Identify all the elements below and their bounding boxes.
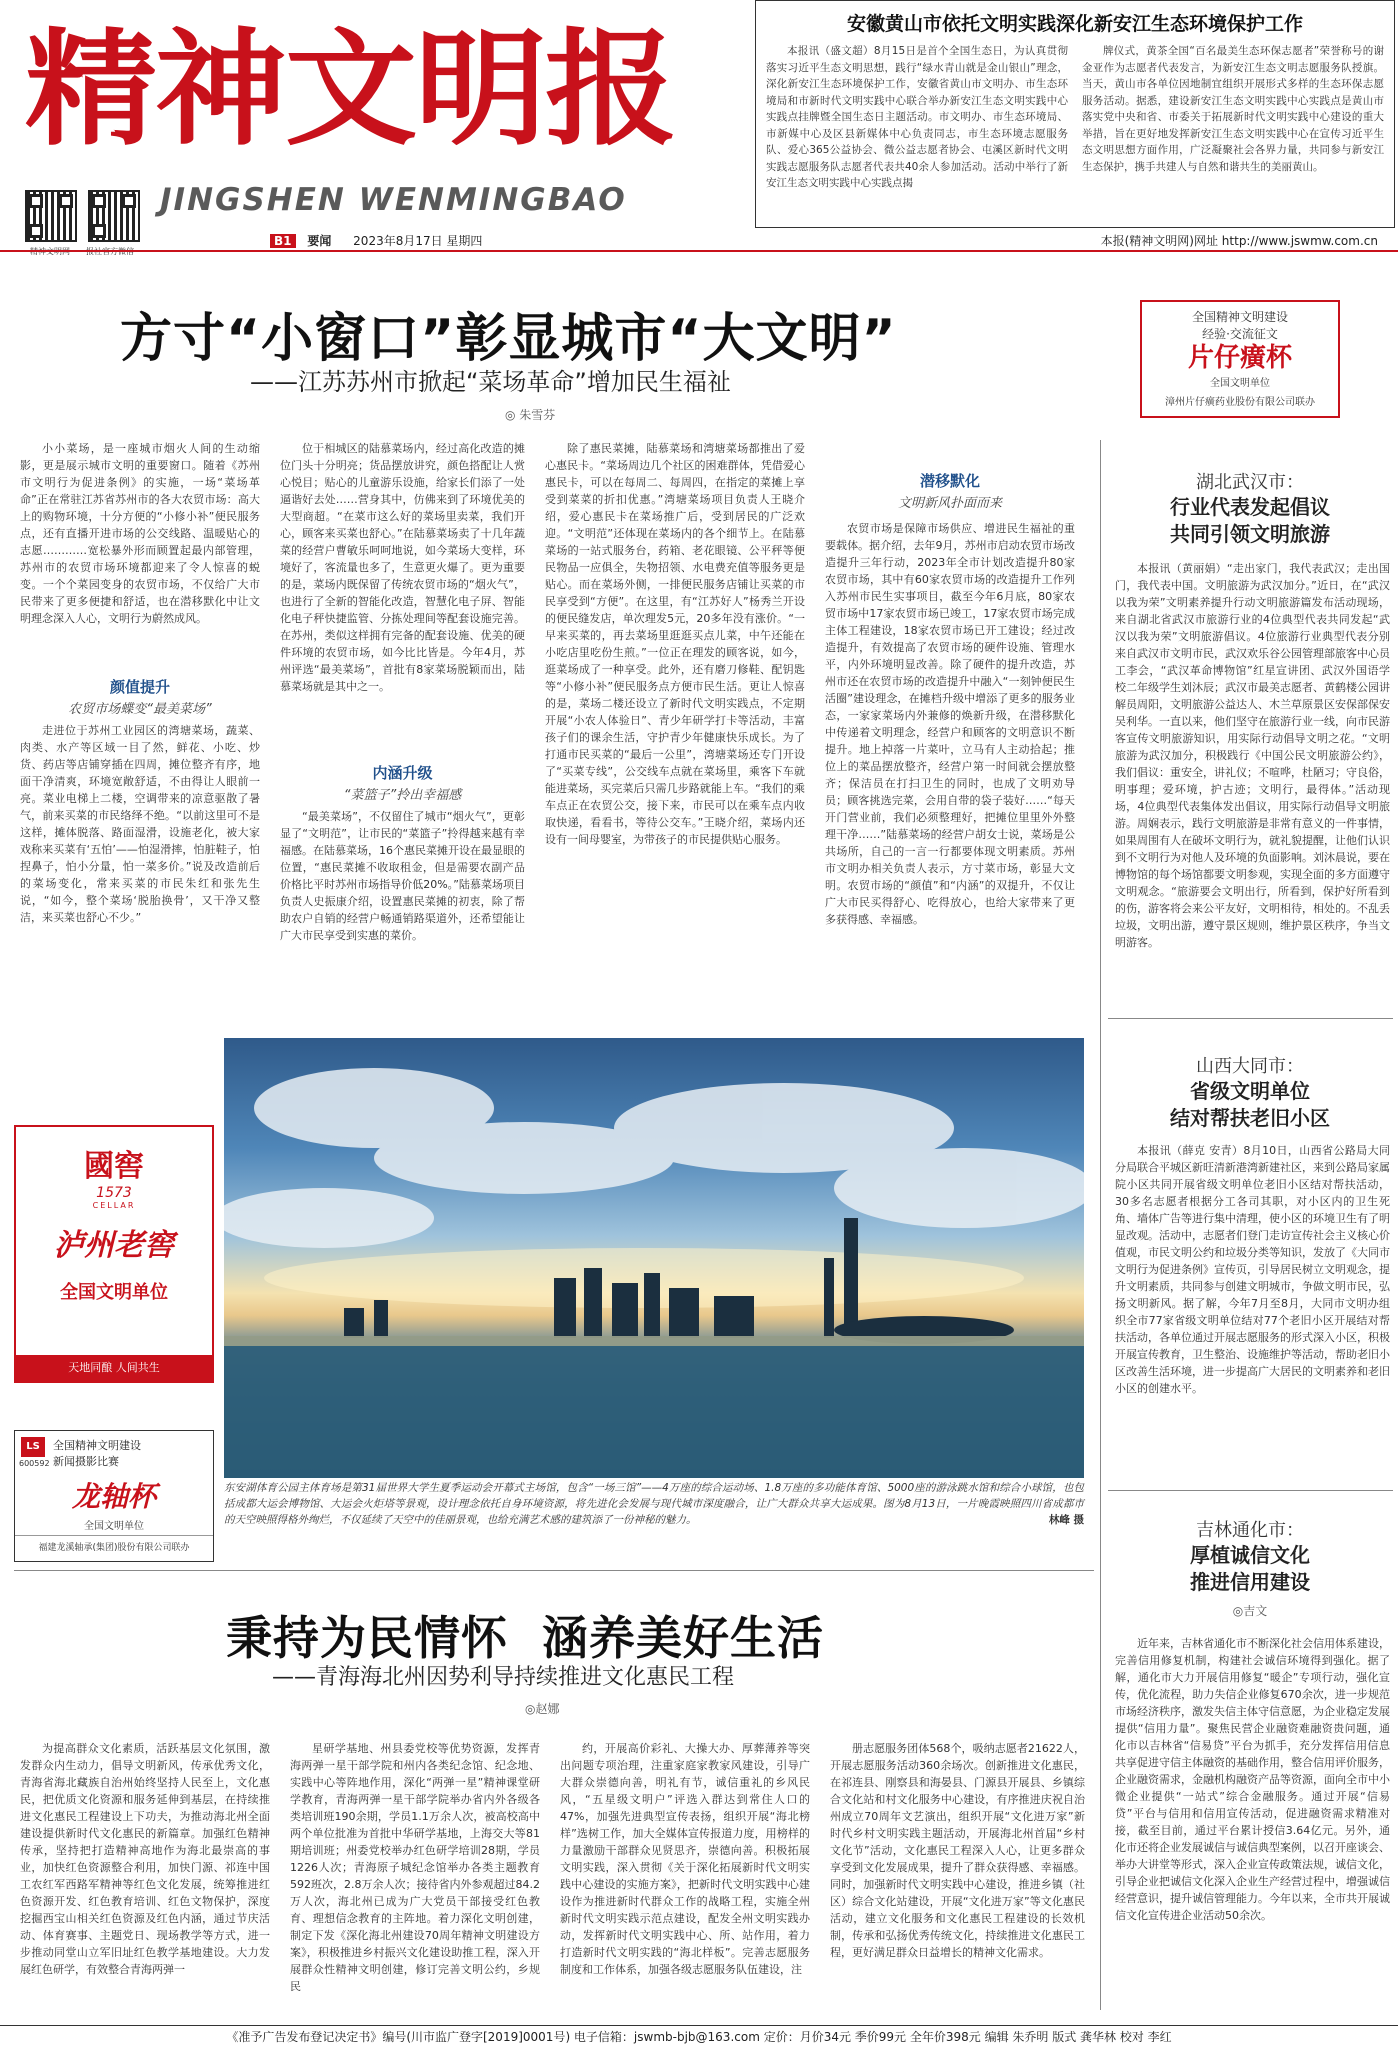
second-headline: 秉持为民情怀 涵养美好生活 xyxy=(226,1611,825,1665)
section-subheading: “菜篮子”拎出幸福感 xyxy=(343,788,462,803)
top-news-col1: 本报讯（盛文超）8月15日是首个全国生态日，为认真贯彻落实习近平生态文明思想，践行“绿水青山就是金山银山”理念，深化新安江生态环境保护工作，安徽省黄山市文明办、市生态环境局和市新时代文明实践中心联合举办新安江生态文明实践中心实践点挂牌暨全国生态日主题活动。市文明办、市生态环境局、市新媒中心及区县新媒体中心负责同志，市生态环境志愿服务队、爱心365公益协会、微公益志愿者协会、屯溪区新时代文明实践志愿服务队志愿者代表共40余人参加活动。活动中举行了新安江生态文明实践中心实践点揭 xyxy=(766,45,1068,189)
photo-illustration xyxy=(224,1038,1084,1478)
divider xyxy=(1108,1490,1393,1491)
lead-col2b-text: “最美菜场”，不仅留住了城市“烟火气”，更彰显了“文明范”，让市民的“菜篮子”拎得越来越有幸福感。在陆慕菜场，16个惠民菜摊开设在最显眼的位置，“惠民菜摊不收取租金，但是需要农副产品价格比平时苏州市场指导价低20%。”陆慕菜场项目负责人史振康介绍，设置惠民菜摊的初衷，除了帮助农户自销的经营户畅通销路渠道外，还希望能让广大市民享受到实惠的菜价。 xyxy=(280,810,525,942)
lead-col3-text: 除了惠民菜摊，陆慕菜场和湾塘菜场都推出了爱心惠民卡。“菜场周边几个社区的困难群体，凭借爱心惠民卡，可以在每周二、每周四，在指定的菜摊上享受到菜菜的折扣优惠。”湾塘菜场项目负责人王晓介绍，爱心惠民卡在菜场推广后，受到居民的广泛欢迎。“文明范”还体现在菜场内的各个细节上。在陆慕菜场的一站式服务台，药箱、老花眼镜、公平秤等便民物品一应俱全，失物招领、水电费充值等服务更是贴心。而在菜场外侧，一排便民服务店铺让买菜的市民享受到“方便”。在这里，有“江苏好人”杨秀兰开设的便民缝发店，单次理发5元，20多年没有涨价。“一早来买菜的，再去菜场里逛逛买点儿菜，中午还能在小吃店里吃份生煎。”一位正在理发的顾客说，如今，逛菜场成了一种享受。此外，还有磨刀修鞋、配钥匙等“小修小补”便民服务点方便市民生活。更让人惊喜的是，菜场二楼还设立了新时代文明实践点，不定期开展“小农人体验日”、青少年研学打卡等活动，丰富孩子们的课余生活，守护青少年健康快乐成长。为了打通市民买菜的“最后一公里”，湾塘菜场还专门开设了“买菜专线”，公交线车点就在菜场里，乘客下车就能进菜场，买完菜后只需几步路就能上车。“我们的乘车点正在农贸公交，接下来，市民可以在乘车点内收取快递，看看书，等待公交车。”王晓介绍，菜场内还设有一间母婴室，为带孩子的市民提供贴心服务。 xyxy=(545,442,805,846)
section-subheading: 农贸市场蝶变“最美菜场” xyxy=(68,702,212,717)
badge-name: 龙轴杯 xyxy=(71,1480,156,1513)
issue-date: 2023年8月17日 星期四 xyxy=(353,234,483,248)
company-logo-icon: LS xyxy=(21,1437,45,1457)
contest-badge: 全国精神文明建设 经验·交流征文 片仔癀杯 全国文明单位 漳州片仔癀药业股份有限公司联办 xyxy=(1140,300,1340,418)
second-col4: 册志愿服务团体568个，吸纳志愿者21622人，开展志愿服务活动360余场次。创新推进文化惠民，在祁连县、刚察县和海晏县、门源县开展县、乡镇综合文化站和村文化服务中心建设，有序推进庆祝自治州成立70周年文艺演出，组织开展“文化进万家”新时代乡村文明实践主题活动，开展海北州首届“乡村文化节”活动，文化惠民工程深入人心，让更多群众享受到文化发展成果，提升了群众获得感、幸福感。同时，加强新时代文明实践中心建设，推进乡镇（社区）综合文化站建设，开展“文化进万家”等文化惠民活动，建立文化服务和文化惠民工程建设的长效机制，传承和弘扬优秀传统文化，持续推进文化惠民工程，更好满足群众日益增长的精神文化需求。 xyxy=(830,1742,1085,1959)
right-article-tonghua: 吉林通化市： 厚植诚信文化 推进信用建设 ◎吉文 xyxy=(1190,1520,1310,1618)
edition-number: B1 xyxy=(270,234,296,248)
ad-brand: 國窖 xyxy=(84,1149,144,1184)
datong-body: 本报讯（薛克 安青）8月10日，山西省公路局大同分局联合平城区新旺清新港湾新建社区，来到公路局家属院小区共同开展省级文明单位老旧小区结对帮扶活动，30多名志愿者根据分工各司其职，对小区内的卫生死角、墙体广告等进行集中清理，使小区的环境卫生有了明显改观。活动中，志愿者们登门走访宣传社会主义核心价值观，市民文明公约和垃圾分类等知识，发放了《大同市文明行为促进条例》宣传页，引导居民树立文明观念，提升文明素质，共同参与创建文明城市，争做文明市民，弘扬文明新风。据了解，今年7月至8月，大同市文明办组织全市77家省级文明单位结对77个老旧小区开展结对帮扶活动，各单位通过开展志愿服务的形式深入小区，积极开展宣传教育，卫生整治、设施维护等活动，帮助老旧小区改善生活环境，进一步提高广大居民的文明素养和老旧小区的创建水平。 xyxy=(1115,1144,1390,1395)
divider xyxy=(14,1570,1094,1571)
dateline xyxy=(0,230,1398,252)
ad-luzhou-laojiao: 國窖 1573 CELLAR 泸州老窖 全国文明单位 天地同酿 人间共生 xyxy=(14,1125,214,1383)
second-byline: ◎赵娜 xyxy=(525,1702,560,1716)
second-col1: 为提高群众文化素质，活跃基层文化氛围，激发群众内生动力，倡导文明新风，传承优秀文化，青海省海北藏族自治州始终坚持人民至上，文化惠民，把优质文化资源和服务延伸到基层，在持续推进文化惠民工程建设上下功夫，为推动海北州全面建设提供新时代文化惠民的新篇章。加强红色精神传承，坚持把打造精神高地作为海北最崇高的事业，加快红色资源整合利用，加快门源、祁连中国工农红军西路军精神等红色文化发展，统筹推进红色资源开发、红色教育培训、红色文物保护，深度挖掘西宝山相关红色资源及红色内涵，通过节庆活动、体育赛事、主题党日、现场教学等方式，进一步推动同堂山立军旧址红色教学基地建设。大力发展红色研学，有效整合青海两弹一 xyxy=(20,1742,270,1976)
top-news-col2: 牌仪式，黄茶全国“百名最美生态环保志愿者”荣誉称号的谢金亚作为志愿者代表发言，为新安江生态文明志愿服务队授旗。当天，黄山市各单位因地制宜组织开展形式多样的生态环保志愿服务活动。据悉，建设新安江生态文明实践中心实践点是黄山市落实党中央和省、市委关于拓展新时代文明实践中心建设的重大举措，旨在更好地发挥新安江生态文明实践中心在宣传习近平生态文明思想方面作用，广泛凝聚社会各界力量，共同参与新安江生态保护，携手共建人与自然和谐共生的美丽黄山。 xyxy=(1082,45,1384,173)
lead-byline: ◎ 朱雪芬 xyxy=(505,408,556,422)
masthead-pinyin: JINGSHEN WENMINGBAO xyxy=(160,182,627,218)
masthead-title: 精神文明报 xyxy=(25,15,675,164)
contest-badge-longzhou: LS 600592 全国精神文明建设 新闻摄影比赛 龙轴杯 全国文明单位 福建龙溪轴承(集团)股份有限公司联办 xyxy=(14,1430,214,1562)
right-article-datong: 山西大同市： 省级文明单位 结对帮扶老旧小区 xyxy=(1170,1056,1330,1130)
site-url[interactable]: 本报(精神文明网)网址 http://www.jswmw.com.cn xyxy=(1100,234,1378,248)
stadium-photo xyxy=(224,1038,1084,1478)
tonghua-body: 近年来，吉林省通化市不断深化社会信用体系建设，完善信用修复机制，构建社会诚信环境得到强化。据了解，通化市大力开展信用修复“暖企”专项行动，强化宣传，优化流程，助力失信企业修复670余次，进一步规范市场经济秩序，激发失信主体守信意愿，为企业稳定发展提供“信用力量”。聚焦民营企业融资难融资贵问题，通化市以吉林省“信易贷”平台为抓手，充分发挥信用信息共享促进守信主体融资的基础作用，整合信用评价服务，企业融资需求，金融机构融资产品等资源，面向全市中小微企业提供“一站式”综合金融服务。通过开展“信易贷”平台与信用和信用宣传活动，促进融资需求精准对接，截至目前，通过平台累计授信3.64亿元。另外，通化市还将企业发展诚信与诚信典型案例，以召开座谈会、举办大讲堂等形式，深入企业宣传政策法规，诚信文化，引导企业把诚信文化深入企业生产经营过程中，增强诚信经营意识，提升诚信管理能力。今年以来，全市共开展诚信文化宣传进企业活动50余次。 xyxy=(1115,1637,1390,1922)
second-col2: 星研学基地、州县委党校等优势资源，发挥青海两弹一星干部学院和州内各类纪念馆、纪念地、实践中心等阵地作用，深化“两弹一星”精神课堂研学教育，青海两弹一星干部学院举办省内外各级各类培训班190余期，学员1.1万余人次，被高校高中两个单位批准为首批中华研学基地，上海交大等81期培训班；州委党校举办红色研学培训28期，学员1226人次；青海原子城纪念馆举办各类主题教育592班次，2.8万余人次；接待省内外参观超过84.2万人次，海北州已成为广大党员干部接受红色教育、理想信念教育的主阵地。着力深化文明创建，制定下发《深化海北州建设70周年精神文明建设方案》，积极推进乡村振兴文化建设助推工程，深入开展群众性精神文明创建，修订完善文明公约，乡规民 xyxy=(290,1742,540,1993)
ad-name: 泸州老窖 xyxy=(54,1228,174,1263)
column-divider xyxy=(1100,440,1101,2010)
lead-headline: 方寸“小窗口”彰显城市“大文明” xyxy=(120,309,897,369)
footer: 《准予广告发布登记决定书》编号(川市监广登字[2019]0001号) 电子信箱：jswmb-bjb@163.com 定价：月价34元 季价99元 全年价398元 编辑 朱乔明 版式 龚华林 校对 李红 xyxy=(0,2025,1398,2047)
divider xyxy=(1108,1018,1393,1019)
lead-col1b-text: 走进位于苏州工业园区的湾塘菜场，蔬菜、肉类、水产等区域一目了然，鲜花、小吃、炒货、药店等店铺穿插在四周，摊位整齐有序，地面干净清爽，环境宽敞舒适，不由得让人眼前一亮。菜业电梯上二楼，空调带来的凉意驱散了暑气，前来买菜的市民络绎不绝。“以前这里可不是这样，摊体脱落、路面湿滑，设施老化，被大家戏称来买菜有‘五怕’——怕湿滑摔，怕脏鞋子，怕捏鼻子，怕小分量，怕一菜多价。”说及改造前后的菜场变化，常来买菜的市民朱红和张先生说，“如今，整个菜场‘脱胎换骨’，又干净又整洁，来买菜也舒心不少。” xyxy=(20,724,260,924)
section-heading: 颜值提升 xyxy=(109,678,170,696)
section-heading: 潜移默化 xyxy=(919,472,980,490)
second-col3: 约，开展高价彩礼、大操大办、厚葬薄养等突出问题专项治理，注重家庭家教家风建设，引导广大群众崇德向善，明礼有节，诚信重礼的乡风民风，“五星级文明户”评选入群达到常住人口的47%，加强先进典型宣传表扬，组织开展“海北榜样”选树工作，加大全媒体宣传报道力度，用榜样的力量激励干部群众见贤思齐，崇德向善。积极拓展文明实践，深入贯彻《关于深化拓展新时代文明实践中心建设的实施方案》，把新时代文明实践中心建设作为推进新时代群众工作的战略工程，实施全州新时代文明实践示范点建设，配发全州文明实践办动，发挥新时代文明实践中心、所、站作用，着力打造新时代文明实践的“海北样板”。完善志愿服务制度和工作体系，加强各级志愿服务队伍建设，注 xyxy=(560,1742,810,1976)
lead-subtitle: ——江苏苏州市掀起“菜场革命”增加民生福祉 xyxy=(250,368,731,396)
lead-col1-text: 小小菜场，是一座城市烟火人间的生动缩影，更是展示城市文明的重要窗口。随着《苏州市文明行为促进条例》的实施，一场“菜场革命”正在常驻江苏省苏州市的各大农贸市场：高大上的购物环境，十分方便的“小修小补”便民服务点，还有直播开进市场的公交线路、温暖贴心的志愿…………宽松暴外形而顾置起最内部管理，苏州市的农贸市场环境都迎来了令人惊喜的蜕变。一个个菜园变身的农贸市场，不仅给广大市民带来了更多便捷和舒适，也在潜移默化中让文明理念深入人心，文明行为蔚然成风。 xyxy=(20,442,260,625)
qr-caption: 报社官方微信 xyxy=(86,247,134,256)
top-news-box xyxy=(755,0,1395,228)
section-name: 要闻 xyxy=(307,234,332,248)
right-article-wuhan: 湖北武汉市： 行业代表发起倡议 共同引领文明旅游 xyxy=(1170,472,1330,546)
photo-credit: 林峰 摄 xyxy=(1048,1514,1084,1526)
qr-caption: 精神文明网 xyxy=(30,247,70,256)
second-subtitle: ——青海海北州因势利导持续推进文化惠民工程 xyxy=(272,1665,735,1690)
top-news-title: 安徽黄山市依托文明实践深化新安江生态环境保护工作 xyxy=(846,13,1303,35)
photo-caption: 东安湖体育公园主体育场是第31届世界大学生夏季运动会开幕式主场馆，包含“一场三馆”——4万座的综合运动场、1.8万座的多功能体育馆、5000座的游泳跳水馆和综合小球馆，也包括成都大运会博物馆、大运会火炬塔等景观，设计理念依托自身环境资源，将先进化会发展与现代城市深度融合，让广大群众共享大运成果。图为8月13日，一片晚霞映照四川省成都市的天空映照得格外绚烂，不仅延续了天空中的佳丽景观，也给充满艺术感的建筑添了一份神秘的魅力。 林峰 摄 xyxy=(224,1482,1084,1526)
badge-name: 片仔癀杯 xyxy=(1187,343,1292,373)
lead-col2-text: 位于相城区的陆慕菜场内，经过高化改造的摊位门头十分明亮；货品摆放讲究，颜色搭配让人赏心悦目；贴心的儿童游乐设施，给家长们添了一处逼谐好去处……营身其中，仿佛来到了环境优美的大型商超。“在菜市这么好的菜场里卖菜，我们开心，顾客来买菜也舒心。”在陆慕菜场卖了十几年蔬菜的经营户曹敏乐呵呵地说，如今菜场大变样，环境好了，客流量也多了，生意更火爆了。更为重要的是，菜场内既保留了传统农贸市场的“烟火气”，也进行了全新的智能化改造，智慧化电子屏、智能化电子秤快捷监管、分拣处理间等配套设施完善。在苏州，类似这样拥有完备的配套设施、优美的硬件环境的农贸市场，如今比比皆是。今年4月，苏州评选“最美菜场”，首批有8家菜场脱颖而出，陆慕菜场就是其中之一。 xyxy=(280,442,525,693)
section-subheading: 文明新风扑面而来 xyxy=(897,496,1002,511)
lead-col4-text: 农贸市场是保障市场供应、增进民生福祉的重要载体。据介绍，去年9月，苏州市启动农贸市场改造提升三年行动，2023年全市计划改造提升80家农贸市场，其中有60家农贸市场的改造提升工作列入苏州市民生实事项目，截至今年6月底，80家农贸市场中17家农贸市场已竣工，17家农贸市场完成主体工程建设，18家农贸市场已开工建设；经过改造提升，有效提高了农贸市场的硬件设施、管理水平，内外环境明显改善。除了硬件的提升改造，苏州市还在农贸市场的改造提升中融入“一刻钟便民生活圈”建设理念，在摊档升级中增添了更多的服务业态，一家家菜场内外兼修的焕新升级，在潜移默化中传递着文明理念，经营户和顾客的文明意识不断提升。地上掉落一片菜叶，立马有人主动拾起；推位上的菜品摆放整齐，经营户第一时间就会摆放整齐；保洁员在打扫卫生的同时，也成了文明劝导员；顾客挑选完菜，会用自带的袋子装好……“每天开门营业前，我们必须整理好，把摊位里里外外整理干净……”陆慕菜场的经营户胡女士说，菜场是公共场所，自己的一言一行都要体现文明素质。苏州市文明办相关负责人表示，方寸菜市场，彰显大文明。农贸市场的“颜值”和“内涵”的双提升，不仅让广大市民买得舒心、吃得放心，也给大家带来了更多获得感、幸福感。 xyxy=(825,522,1075,926)
wuhan-body: 本报讯（黄丽娟）“走出家门，我代表武汉；走出国门，我代表中国。文明旅游为武汉加分。”近日，在“武汉以我为荣”文明素养提升行动文明旅游篇发布活动现场，来自湖北省武汉市旅游行业的4位典型代表共同发起“武汉以我为荣”文明旅游倡议。4位旅游行业典型代表分别来自武汉市文明市民，武汉欢乐谷公园管理部旅客中心员工李会，“武汉革命博物馆”红星宣讲团、武汉外国语学校二年级学生刘沐辰；武汉市最美志愿者、黄鹤楼公园讲解员周阳，文明旅游公益达人、木兰草原景区安保部保安吴利华。一直以来，他们坚守在旅游行业一线，向市民游客宣传文明旅游知识，用实际行动倡导文明之花。“文明旅游为武汉加分，积极践行《中国公民文明旅游公约》，我们倡议：重安全，讲礼仪；不喧哗，杜陋习；守良俗，明事理；爱环境，护古迹；文明行，最得体。”活动现场，4位典型代表集体发出倡议，用实际行动倡导文明旅游。周娴表示，践行文明旅游是非常有意义的一件事情，如果周围有人在破坏文明行为，就礼貌提醒，让他们认识到不文明行为对他人及环境的负面影响。刘沐晨说，要在博物馆的每个场馆都要文明参观，实现全面的多方面遵守文明观念。“旅游要会文明出行，所看到，保护好所看到的伤，游客将会来公平友好，文明相待，相处的。不乱丢垃圾，文明出游，遵守景区规则，维护景区秩序，争当文明游客。 xyxy=(1115,562,1390,949)
section-heading: 内涵升级 xyxy=(372,764,433,782)
